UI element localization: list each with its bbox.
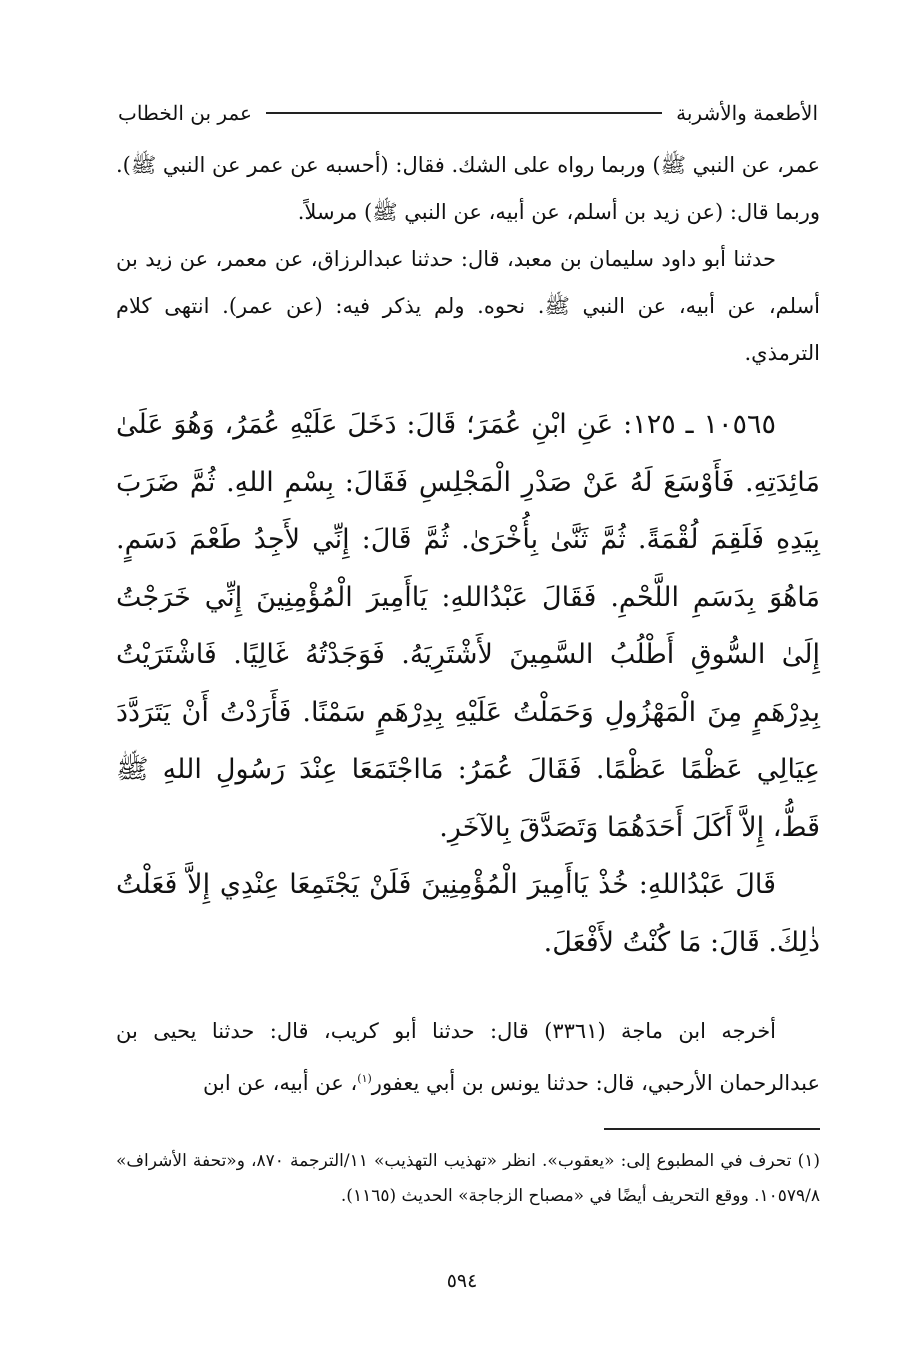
running-header	[118, 96, 818, 130]
takhrij-text-2: ، عن أبيه، عن ابن	[203, 1071, 358, 1095]
header-section-title: عمر بن الخطاب	[118, 101, 252, 125]
page-number: ٥٩٤	[446, 1270, 478, 1292]
footnote-marker: (١)	[357, 1072, 372, 1085]
header-rule	[266, 112, 662, 114]
hadith-paragraph	[116, 396, 820, 856]
footnote-separator	[604, 1128, 820, 1130]
takhrij-text-1: أخرجه ابن ماجة (٣٣٦١) قال: حدثنا أبو كريب، قال: حدثنا يحيى بن عبدالرحمان الأرحبي، قال: حدثنا يونس بن أبي يعفور	[116, 1019, 820, 1095]
commentary-paragraph-2: حدثنا أبو داود سليمان بن معبد، قال: حدثنا عبدالرزاق، عن معمر، عن زيد بن أسلم، عن أبيه، عن النبي ﷺ. نحوه. ولم يذكر فيه: (عن عمر). انتهى كلام الترمذي.	[116, 247, 820, 365]
commentary-paragraph-1: عمر، عن النبي ﷺ) وربما رواه على الشك. فقال: (أحسبه عن عمر عن النبي ﷺ). وربما قال: (عن زيد بن أسلم، عن أبيه، عن النبي ﷺ) مرسلاً.	[116, 153, 820, 224]
hadith-text: عَنِ ابْنِ عُمَرَ؛ قَالَ: دَخَلَ عَلَيْهِ عُمَرُ، وَهُوَ عَلَىٰ مَائِدَتِهِ. فَأَوْسَعَ لَهُ عَنْ صَدْرِ الْمَجْلِسِ فَقَالَ: بِسْمِ اللهِ. ثُمَّ ضَرَبَ بِيَدِهِ فَلَقِمَ لُقْمَةً. ثُمَّ ثَنَّىٰ بِأُخْرَىٰ. ثُمَّ قَالَ: إِنِّي لأَجِدُ طَعْمَ دَسَمٍ. مَاهُوَ بِدَسَمِ اللَّحْمِ. فَقَالَ عَبْدُاللهِ: يَاأَمِيرَ الْمُؤْمِنِينَ إِنِّي خَرَجْتُ إِلَىٰ السُّوقِ أَطْلُبُ السَّمِينَ لأَشْتَرِيَهُ. فَوَجَدْتُهُ غَالِيًا. فَاشْتَرَيْتُ بِدِرْهَمٍ مِنَ الْمَهْزُولِ وَحَمَلْتُ عَلَيْهِ بِدِرْهَمٍ سَمْنًا. فَأَرَدْتُ أَنْ يَتَرَدَّدَ عِيَالِي عَظْمًا عَظْمًا. فَقَالَ عُمَرُ: مَااجْتَمَعَا عِنْدَ رَسُولِ اللهِ ﷺ قَطُّ، إِلاَّ أَكَلَ أَحَدَهُمَا وَتَصَدَّقَ بِالآخَرِ.	[116, 409, 820, 843]
takhrij-block	[116, 1008, 820, 1107]
hadith-block	[116, 396, 820, 971]
header-book-title: الأطعمة والأشربة	[676, 101, 818, 125]
commentary-block	[116, 142, 820, 377]
hadith-number: ١٠٥٦٥ ـ ١٢٥:	[623, 409, 776, 440]
takhrij-paragraph	[116, 1008, 820, 1107]
hadith-continuation: قَالَ عَبْدُاللهِ: خُذْ يَاأَمِيرَ الْمُؤْمِنِينَ فَلَنْ يَجْتَمِعَا عِنْدِي إِلاَّ فَعَلْتُ ذٰلِكَ. قَالَ: مَا كُنْتُ لأَفْعَلَ.	[116, 869, 820, 958]
footnote-1: (١) تحرف في المطبوع إلى: «يعقوب». انظر «تهذيب التهذيب» ١١/الترجمة ٨٧٠، و«تحفة الأشراف» ١٠٥٧٩/٨. ووقع التحريف أيضًا في «مصباح الزجاجة» الحديث (١١٦٥).	[116, 1151, 820, 1206]
